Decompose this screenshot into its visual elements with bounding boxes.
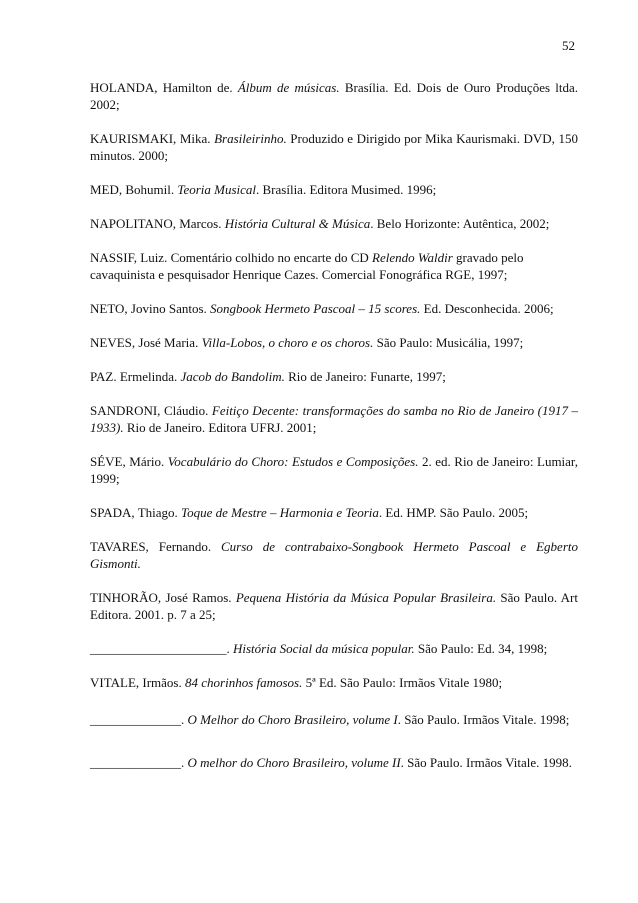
reference-entry-vitale-2 [90,711,578,728]
reference-title: Feitiço Decente: transformações do samba no Rio de Janeiro (1917 – 1933). [90,403,578,435]
reference-author: SÉVE, Mário. [90,454,168,469]
reference-entry-tavares [90,538,578,572]
page-number: 52 [562,38,575,53]
reference-author: VITALE, Irmãos. [90,675,185,690]
reference-author: ______________. [90,755,188,770]
reference-publication: . Belo Horizonte: Autêntica, 2002; [370,216,550,231]
reference-title: Jacob do Bandolim. [180,369,285,384]
reference-publication: . Brasília. Editora Musimed. 1996; [256,182,437,197]
reference-title: Brasileirinho. [214,131,287,146]
reference-entry-neto [90,300,578,317]
reference-publication: Produzido e Dirigido por Mika Kaurismaki. DVD, 150 minutos. 2000; [90,131,578,163]
reference-author: SANDRONI, Cláudio. [90,403,212,418]
reference-entry-paz [90,368,578,385]
reference-title: O melhor do Choro Brasileiro, volume II [187,755,401,770]
reference-title: Villa-Lobos, o choro e os choros. [201,335,374,350]
reference-title: Relendo Waldir [372,250,453,265]
reference-title: O Melhor do Choro Brasileiro, volume I [187,712,398,727]
reference-entry-kaurismaki [90,130,578,164]
reference-title: Toque de Mestre – Harmonia e Teoria [181,505,379,520]
reference-author: PAZ. Ermelinda. [90,369,181,384]
reference-title: Vocabulário do Choro: Estudos e Composições. [167,454,419,469]
reference-title: Pequena História da Música Popular Brasileira. [235,590,497,605]
reference-author: TAVARES, Fernando. [90,539,221,554]
reference-author: _____________________. [90,641,233,656]
reference-entry-holanda [90,79,578,113]
reference-publication: . São Paulo. Irmãos Vitale. 1998; [397,712,570,727]
reference-entry-tinhorao [90,589,578,623]
reference-entry-spada [90,504,578,521]
reference-title: Teoria Musical [177,182,257,197]
reference-author: NAPOLITANO, Marcos. [90,216,225,231]
reference-author: NASSIF, Luiz. Comentário colhido no encarte do CD [90,250,373,265]
reference-publication: Ed. Desconhecida. 2006; [420,301,554,316]
reference-publication: São Paulo: Musicália, 1997; [373,335,524,350]
reference-publication: 2. ed. Rio de Janeiro: Lumiar, 1999; [90,454,578,486]
reference-title: 84 chorinhos famosos. [185,675,303,690]
reference-entry-vitale [90,674,578,691]
reference-publication: Rio de Janeiro. Editora UFRJ. 2001; [123,420,317,435]
reference-entry-med [90,181,578,198]
reference-list [90,79,578,788]
reference-author: NEVES, José Maria. [90,335,202,350]
reference-author: TINHORÃO, José Ramos. [90,590,236,605]
reference-publication: . Ed. HMP. São Paulo. 2005; [378,505,529,520]
reference-publication: Rio de Janeiro: Funarte, 1997; [284,369,446,384]
reference-title: Curso de contrabaixo-Songbook Hermeto Pascoal e Egberto Gismonti. [90,539,578,571]
reference-publication: 5ª Ed. São Paulo: Irmãos Vitale 1980; [302,675,503,690]
reference-entry-sandroni [90,402,578,436]
reference-title: Álbum de músicas. [237,80,340,95]
reference-author: NETO, Jovino Santos. [90,301,211,316]
reference-author: ______________. [90,712,188,727]
reference-publication: . São Paulo. Irmãos Vitale. 1998. [400,755,572,770]
reference-publication: Brasília. Ed. Dois de Ouro Produções ltda. 2002; [90,80,578,112]
reference-publication: gravado pelo cavaquinista e pesquisador Henrique Cazes. Comercial Fonográfica RGE, 1997; [90,250,524,282]
reference-publication: São Paulo: Ed. 34, 1998; [414,641,548,656]
reference-title: Songbook Hermeto Pascoal – 15 scores. [210,301,421,316]
reference-author: HOLANDA, Hamilton de. [90,80,238,95]
reference-entry-napolitano [90,215,578,232]
reference-entry-nassif [90,249,578,283]
reference-entry-vitale-3 [90,754,578,771]
reference-title: História Cultural & Música [224,216,371,231]
reference-entry-tinhorao-2 [90,640,578,657]
reference-author: SPADA, Thiago. [90,505,182,520]
reference-entry-neves [90,334,578,351]
reference-author: KAURISMAKI, Mika. [90,131,215,146]
reference-publication: São Paulo. Art Editora. 2001. p. 7 a 25; [90,590,578,622]
reference-entry-seve [90,453,578,487]
reference-title: História Social da música popular. [233,641,415,656]
reference-author: MED, Bohumil. [90,182,178,197]
